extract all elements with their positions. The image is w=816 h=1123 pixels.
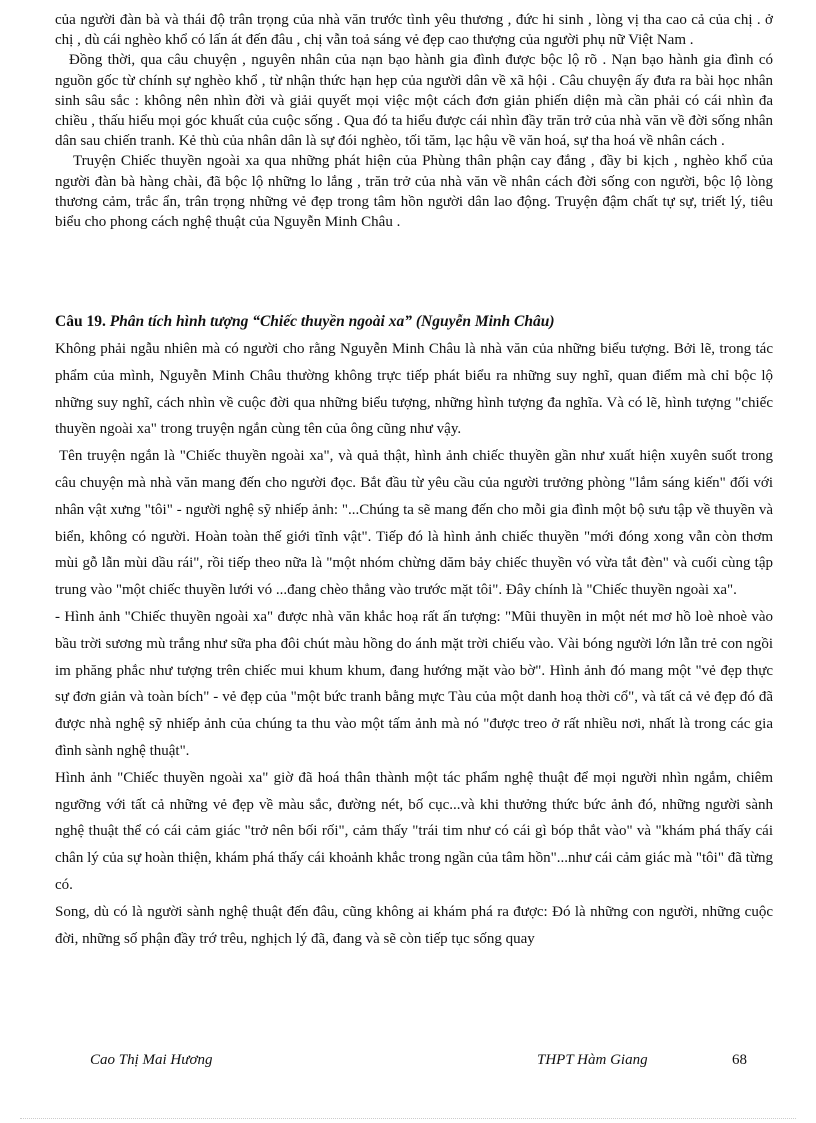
paragraph: Không phải ngẫu nhiên mà có người cho rằng Nguyễn Minh Châu là nhà văn của những biểu tượng. Bởi lẽ, trong tác phẩm của mình, Nguyễn Minh Châu thường không trực tiếp phát biểu ra những suy nghĩ, quan điểm mà chỉ bộc lộ những suy nghĩ, cách nhìn về cuộc đời qua những biểu tượng, những hình tượng đa nghĩa. Và có lẽ, hình tượng "chiếc thuyền ngoài xa" trong truyện ngắn cùng tên của ông cũng như vậy.	[55, 341, 773, 438]
question-label: Câu 19.	[55, 313, 110, 330]
paragraph: Truyện Chiếc thuyền ngoài xa qua những phát hiện của Phùng thân phận cay đắng , đầy bi kịch , nghèo khổ của người đàn bà hàng chài, đã bộc lộ những lo lắng , trăn trở của nhà văn về nhân cách đời sống con người, bộc lộ lòng thương cảm, trắc ẩn, trân trọng những vẻ đẹp trong tâm hồn người dân lao động. Truyện đậm chất tự sự, triết lý, tiêu biểu cho phong cách nghệ thuật của Nguyễn Minh Châu .	[55, 153, 773, 231]
paragraph: của người đàn bà và thái độ trân trọng của nhà văn trước tình yêu thương , đức hi sinh , lòng vị tha cao cả của chị . ở chị , dù cái nghèo khổ có lấn át đến đâu , chị vẫn toả sáng vẻ đẹp cao thượng của người phụ nữ Việt Nam .	[55, 12, 773, 49]
footer-school: THPT Hàm Giang	[537, 1052, 648, 1068]
paragraph: Song, dù có là người sành nghệ thuật đến đâu, cũng không ai khám phá ra được: Đó là những con người, những cuộc đời, những số phận đầy trớ trêu, nghịch lý đã, đang và sẽ còn tiếp tục sống quay	[55, 903, 773, 947]
paragraph: Đồng thời, qua câu chuyện , nguyên nhân của nạn bạo hành gia đình được bộc lộ rõ . Nạn bạo hành gia đình có nguồn gốc từ chính sự nghèo khổ , từ nhận thức hạn hẹp của người dân về xã hội . Câu chuyện ấy đưa ra bài học nhân sinh sâu sắc : không nên nhìn đời và giải quyết mọi việc một cách đơn giản phiến diện mà cần phải có cái nhìn đa chiều , thấu hiểu mọi góc khuất của cuộc sống . Qua đó ta hiểu được cái nhìn đầy trăn trở của nhà văn về đời sống nhân dân sau chiến tranh. Kẻ thù của nhân dân là sự đói nghèo, tối tăm, lạc hậu về văn hoá, sự tha hoá về nhân cách .	[55, 52, 773, 150]
question-title: Phân tích hình tượng “Chiếc thuyền ngoài xa” (Nguyễn Minh Châu)	[109, 313, 555, 330]
paragraph: Tên truyện ngắn là "Chiếc thuyền ngoài xa", và quả thật, hình ảnh chiếc thuyền gần như xuất hiện xuyên suốt trong câu chuyện mà nhà văn mang đến cho người đọc. Bắt đầu từ yêu cầu của người trưởng phòng "lắm sáng kiến" đối với nhân vật xưng "tôi" - người nghệ sỹ nhiếp ảnh: "...Chúng ta sẽ mang đến cho mỗi gia đình một bộ sưu tập về thuyền và biển, không có người. Hoàn toàn thế giới tĩnh vật". Tiếp đó là hình ảnh chiếc thuyền "mới đóng xong vẫn còn thơm mùi gỗ lẫn mùi dầu rái", rồi tiếp theo nữa là "một nhóm chừng dăm bảy chiếc thuyền vó vừa tắt đèn" và cuối cùng tập trung vào "một chiếc thuyền lưới vó ...đang chèo thẳng vào trước mặt tôi". Đây chính là "Chiếc thuyền ngoài xa".	[55, 448, 773, 599]
page-number: 68	[732, 1052, 747, 1068]
question-heading	[55, 313, 773, 331]
paragraph: - Hình ảnh "Chiếc thuyền ngoài xa" được nhà văn khắc hoạ rất ấn tượng: "Mũi thuyền in một nét mơ hồ loè nhoè vào bầu trời sương mù trắng như sữa pha đôi chút màu hồng do ánh mặt trời chiếu vào. Vài bóng người lớn lẫn trẻ con ngồi im phăng phắc như tượng trên chiếc mui khum khum, đang hướng mặt vào bờ". Hình ảnh đó mang một "vẻ đẹp thực sự đơn giản và toàn bích" - vẻ đẹp của "một bức tranh bằng mực Tàu của một danh hoạ thời cổ", và tất cả vẻ đẹp đó đã được nhà nghệ sỹ nhiếp ảnh của chúng ta thu vào một tấm ảnh mà nó "được treo ở rất nhiều nơi, nhất là trong các gia đình sành nghệ thuật".	[55, 608, 773, 759]
essay-text-block	[55, 336, 773, 952]
footer-author: Cao Thị Mai Hương	[90, 1052, 213, 1068]
page-bottom-divider	[20, 1118, 796, 1119]
continued-text-block	[55, 10, 773, 232]
paragraph: Hình ảnh "Chiếc thuyền ngoài xa" giờ đã hoá thân thành một tác phẩm nghệ thuật để mọi người nhìn ngắm, chiêm ngưỡng với tất cả những vẻ đẹp về màu sắc, đường nét, bố cục...và khi thưởng thức bức ảnh đó, những người sành nghệ thuật thể có cái cảm giác "trở nên bối rối", cảm thấy "trái tim như có cái gì bóp thắt vào" và "khám phá thấy cái chân lý của sự hoàn thiện, khám phá thấy cái khoảnh khắc trong ngần của tâm hồn"...như cái cảm giác mà "tôi" đã từng có.	[55, 769, 773, 893]
